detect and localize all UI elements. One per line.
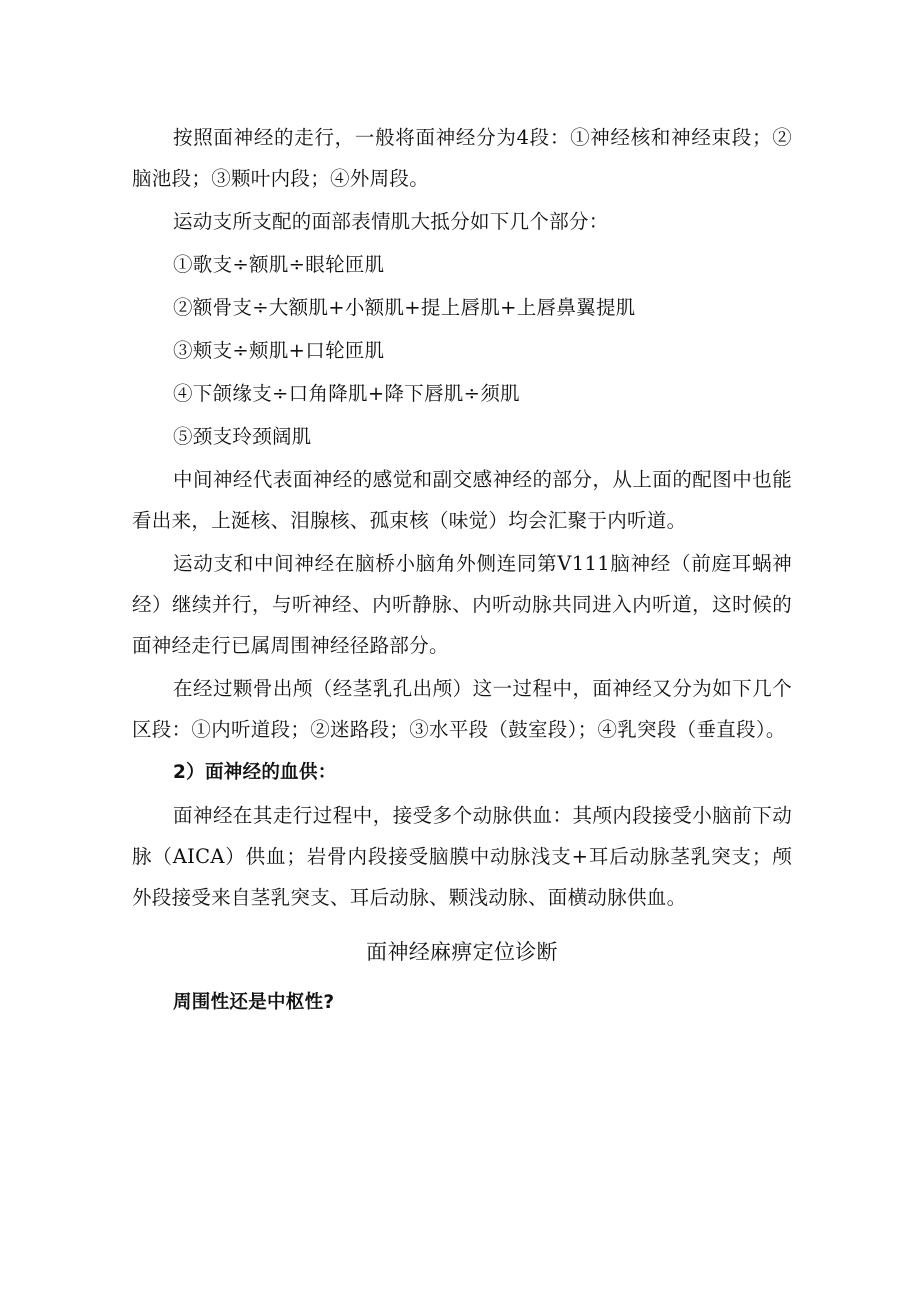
section-title-localization: 面神经麻痹定位诊断 [366,940,558,964]
list-item-mandibular-branch: ④下颌缘支÷口角降肌+降下唇肌÷须肌 [173,382,520,405]
paragraph-blood-supply: 面神经在其走行过程中，接受多个动脉供血：其颅内段接受小脑前下动脉（AICA）供血；岩骨内段接受脑膜中动脉浅支+耳后动脉茎乳突支；颅外段接受来自茎乳突支、耳后动脉、颗浅动脉、面横动脉供血。 [132,804,792,909]
paragraph-intermediate-nerve: 中间神经代表面神经的感觉和副交感神经的部分，从上面的配图中也能看出来，上涎核、泪腺核、孤束核（味觉）均会汇聚于内听道。 [132,468,792,532]
paragraph-temporal-bone-segments: 在经过颗骨出颅（经茎乳孔出颅）这一过程中，面神经又分为如下几个区段：①内听道段；②迷路段；③水平段（鼓室段）；④乳突段（垂直段）。 [132,677,792,741]
list-item-cervical-branch: ⑤颈支玲颈阔肌 [173,425,312,448]
list-item-buccal-branch: ③颊支÷颊肌+口轮匝肌 [173,339,385,362]
question-heading-peripheral-central: 周围性还是中枢性? [173,992,335,1013]
subheading-blood-supply: 2）面神经的血供： [173,762,337,783]
document-body [132,117,792,1023]
list-item-temporal-branch: ①歌支÷额肌÷眼轮匝肌 [173,253,385,276]
list-item-zygomatic-branch: ②额骨支÷大额肌+小额肌+提上唇肌+上唇鼻翼提肌 [173,296,636,319]
paragraph-cerebellopontine-angle: 运动支和中间神经在脑桥小脑角外侧连同第V111脑神经（前庭耳蜗神经）继续并行，与听神经、内听静脉、内听动脉共同进入内听道，这时候的面神经走行已属周围神经径路部分。 [132,552,792,657]
paragraph-facial-nerve-segments: 按照面神经的走行，一般将面神经分为4段：①神经核和神经束段；②脑池段；③颗叶内段；④外周段。 [132,126,792,190]
paragraph-motor-branches-intro: 运动支所支配的面部表情肌大抵分如下几个部分： [173,210,609,233]
